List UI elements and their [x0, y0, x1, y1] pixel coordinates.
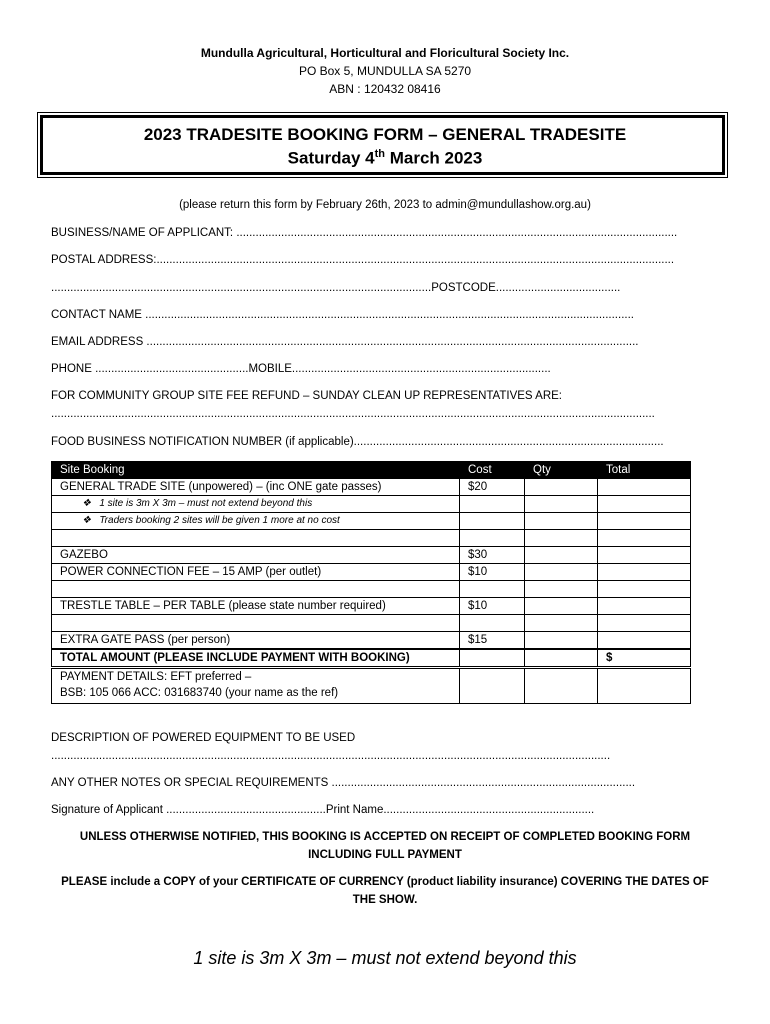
row-qty[interactable] — [525, 513, 598, 530]
food-field[interactable]: FOOD BUSINESS NOTIFICATION NUMBER (if applicable)................................................................................................. — [51, 436, 664, 448]
total-value[interactable]: $ — [598, 649, 691, 668]
header-cost: Cost — [460, 462, 525, 479]
header-total: Total — [598, 462, 691, 479]
row-qty[interactable] — [525, 479, 598, 496]
payment-details: PAYMENT DETAILS: EFT preferred – BSB: 105 066 ACC: 031683740 (your name as the ref) — [52, 668, 460, 704]
po-box: PO Box 5, MUNDULLA SA 5270 — [298, 64, 472, 78]
equipment-field[interactable]: ............................................................................................................................................................................... — [51, 750, 611, 762]
row-item — [52, 581, 460, 598]
row-qty[interactable] — [525, 632, 598, 650]
row-item: POWER CONNECTION FEE – 15 AMP (per outlet) — [52, 564, 460, 581]
row-qty[interactable] — [525, 564, 598, 581]
row-total[interactable] — [598, 513, 691, 530]
row-qty[interactable] — [525, 547, 598, 564]
table-row — [52, 615, 691, 632]
equipment-label: DESCRIPTION OF POWERED EQUIPMENT TO BE USED — [51, 732, 356, 744]
table-row — [52, 581, 691, 598]
row-total[interactable] — [598, 496, 691, 513]
phone-field[interactable]: PHONE ................................................MOBILE................................................................................. — [51, 363, 551, 375]
row-item: GENERAL TRADE SITE (unpowered) – (inc ONE gate passes) — [52, 479, 460, 496]
insurance-notice-2: THE SHOW. — [352, 894, 418, 906]
row-item — [52, 530, 460, 547]
row-cost — [460, 615, 525, 632]
row-total[interactable] — [598, 632, 691, 650]
row-total[interactable] — [598, 530, 691, 547]
abn: ABN : 120432 08416 — [329, 82, 441, 96]
row-item: EXTRA GATE PASS (per person) — [52, 632, 460, 650]
total-row — [52, 649, 691, 668]
payment-row — [52, 668, 691, 704]
postal-field[interactable]: POSTAL ADDRESS:.................................................................................................................................................................. — [51, 254, 675, 266]
total-label: TOTAL AMOUNT (PLEASE INCLUDE PAYMENT WITH BOOKING) — [52, 649, 460, 668]
row-item: ❖ 1 site is 3m X 3m – must not extend beyond this — [52, 496, 460, 513]
table-row — [52, 564, 691, 581]
contact-field[interactable]: CONTACT NAME ......................................................................................................................................................... — [51, 309, 634, 321]
row-item: TRESTLE TABLE – PER TABLE (please state number required) — [52, 598, 460, 615]
table-row — [52, 496, 691, 513]
row-total[interactable] — [598, 598, 691, 615]
row-cost — [460, 581, 525, 598]
row-total[interactable] — [598, 479, 691, 496]
header-site-booking: Site Booking — [52, 462, 460, 479]
row-qty[interactable] — [525, 598, 598, 615]
row-total[interactable] — [598, 564, 691, 581]
row-cost — [460, 496, 525, 513]
email-field[interactable]: EMAIL ADDRESS .......................................................................................................................................................... — [51, 336, 639, 348]
row-qty[interactable] — [525, 530, 598, 547]
org-name: Mundulla Agricultural, Horticultural and Floricultural Society Inc. — [200, 46, 570, 60]
row-qty[interactable] — [525, 496, 598, 513]
table-row — [52, 632, 691, 650]
table-row — [52, 598, 691, 615]
business-field[interactable]: BUSINESS/NAME OF APPLICANT: .......................................................................................................................................... — [51, 227, 678, 239]
row-qty[interactable] — [525, 581, 598, 598]
row-total[interactable] — [598, 581, 691, 598]
row-cost: $20 — [460, 479, 525, 496]
row-item — [52, 615, 460, 632]
table-row — [52, 530, 691, 547]
notes-field[interactable]: ANY OTHER NOTES OR SPECIAL REQUIREMENTS ............................................................................................... — [51, 777, 636, 789]
row-total[interactable] — [598, 547, 691, 564]
row-item: ❖ Traders booking 2 sites will be given 1 more at no cost — [52, 513, 460, 530]
row-cost: $10 — [460, 564, 525, 581]
form-date: Saturday 4th March 2023 — [287, 148, 483, 168]
row-cost: $15 — [460, 632, 525, 650]
community-field[interactable]: ............................................................................................................................................................................................. — [51, 408, 655, 420]
header-qty: Qty — [525, 462, 598, 479]
acceptance-notice: UNLESS OTHERWISE NOTIFIED, THIS BOOKING IS ACCEPTED ON RECEIPT OF COMPLETED BOOKING FORM — [79, 831, 691, 843]
return-note: (please return this form by February 26th, 2023 to admin@mundullashow.org.au) — [179, 199, 591, 211]
table-header-row — [52, 462, 691, 479]
row-cost: $30 — [460, 547, 525, 564]
row-item: GAZEBO — [52, 547, 460, 564]
bullet-icon: ❖ — [82, 498, 91, 509]
community-label: FOR COMMUNITY GROUP SITE FEE REFUND – SUNDAY CLEAN UP REPRESENTATIVES ARE: — [51, 390, 562, 402]
table-row — [52, 547, 691, 564]
row-qty[interactable] — [525, 615, 598, 632]
table-row — [52, 479, 691, 496]
row-cost — [460, 530, 525, 547]
row-cost: $10 — [460, 598, 525, 615]
insurance-notice: PLEASE include a COPY of your CERTIFICATE OF CURRENCY (product liability insurance) COVERING THE DATES OF — [61, 876, 709, 888]
bullet-icon: ❖ — [82, 515, 91, 526]
signature-field[interactable]: Signature of Applicant ..................................................Print Name.................................................................. — [51, 804, 595, 816]
row-cost — [460, 513, 525, 530]
postcode-field[interactable]: .......................................................................................................................POSTCODE....................................... — [51, 282, 621, 294]
row-total[interactable] — [598, 615, 691, 632]
site-size-note: 1 site is 3m X 3m – must not extend beyond this — [193, 948, 577, 968]
table-row — [52, 513, 691, 530]
form-title: 2023 TRADESITE BOOKING FORM – GENERAL TRADESITE — [143, 125, 627, 144]
booking-table — [51, 461, 691, 704]
acceptance-notice-2: INCLUDING FULL PAYMENT — [308, 849, 462, 861]
